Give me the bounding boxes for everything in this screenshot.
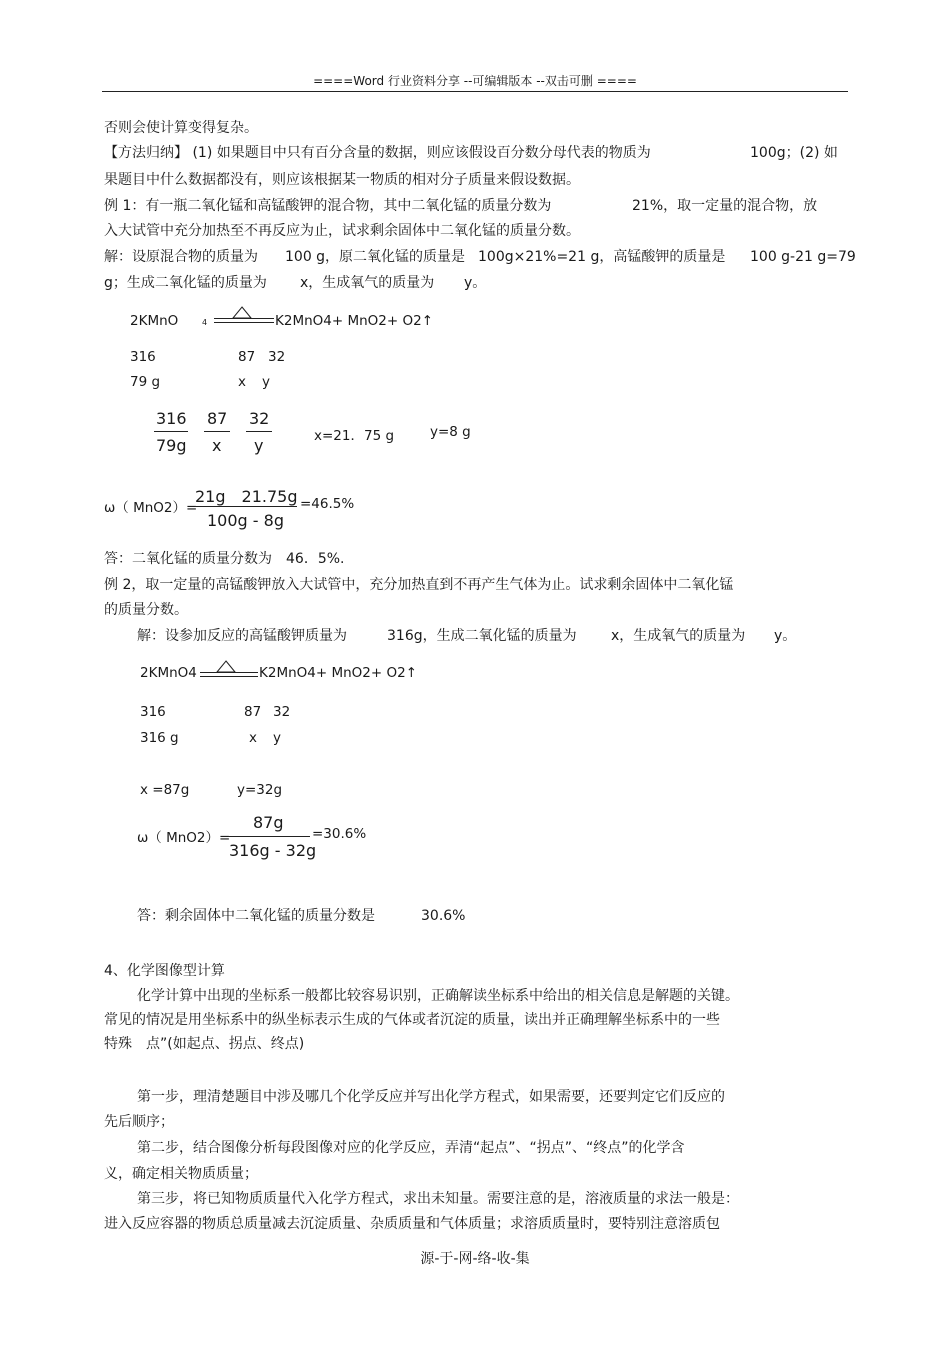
ex1-result-x: x=21．75 g (314, 428, 395, 444)
method-summary-b: 100g；(2) 如 (750, 145, 838, 161)
example1-solution-a: 解：设原混合物的质量为 (104, 249, 258, 265)
ex1-row2-c: y (262, 374, 270, 390)
ex1-omega-label: ω（ MnO2）= (104, 500, 198, 516)
ex1-row1-a: 316 (130, 349, 156, 365)
section4-para-a: 化学计算中出现的坐标系一般都比较容易识别，正确解读坐标系中给出的相关信息是解题的关键。 (137, 988, 739, 1004)
ex2-answer-b: 30.6% (421, 908, 466, 924)
ex1-omega-numerator: 21g 21.75g (195, 487, 298, 506)
example1-solution-d: 100 g-21 g=79 (750, 249, 856, 265)
ex2-row2-c: y (273, 730, 281, 746)
step3-a: 第三步，将已知物质质量代入化学方程式，求出未知量。需要注意的是，溶液质量的求法一般是： (137, 1191, 739, 1207)
ex1-omega-denominator: 100g - 8g (207, 511, 284, 530)
ex2-omega-label: ω（ MnO2）= (137, 830, 231, 846)
ex2-problem-a: 例 2，取一定量的高锰酸钾放入大试管中，充分加热直到不再产生气体为止。试求剩余固体中二氧化锰 (104, 577, 734, 593)
ex1-eq-line-bottom (214, 322, 274, 323)
ex1-heat-icon (232, 306, 252, 319)
ex2-result-x: x =87g (140, 782, 190, 798)
ex1-result-y: y=8 g (430, 424, 471, 440)
ex1-frac3-line (246, 431, 272, 432)
header-rule (102, 91, 848, 92)
example1-problem-a: 例 1：有一瓶二氧化锰和高锰酸钾的混合物，其中二氧化锰的质量分数为 (104, 198, 552, 214)
example1-solution-f: x，生成氧气的质量为 (300, 275, 435, 291)
example1-solution-e: g；生成二氧化锰的质量为 (104, 275, 267, 291)
ex2-answer-a: 答：剩余固体中二氧化锰的质量分数是 (137, 908, 375, 924)
section4-para-b: 常见的情况是用坐标系中的纵坐标表示生成的气体或者沉淀的质量，读出并正确理解坐标系中的一些 (104, 1012, 720, 1028)
example1-problem-c: 入大试管中充分加热至不再反应为止，试求剩余固体中二氧化锰的质量分数。 (104, 223, 580, 239)
ex1-frac2-num: 87 (207, 409, 228, 428)
ex1-frac1-den: 79g (156, 436, 187, 455)
step3-b: 进入反应容器的物质总质量减去沉淀质量、杂质质量和气体质量；求溶质质量时，要特别注意溶质包 (104, 1216, 720, 1232)
step1-a: 第一步，理清楚题目中涉及哪几个化学反应并写出化学方程式，如果需要，还要判定它们反应的 (137, 1089, 725, 1105)
ex2-omega-denominator: 316g - 32g (229, 841, 317, 860)
page-header: ====Word 行业资料分享 --可编辑版本 --双击可删 ==== (313, 74, 637, 88)
ex2-eq-products: K2MnO4+ MnO2+ O2↑ (259, 665, 418, 681)
ex1-frac2-line (204, 431, 230, 432)
example1-problem-b: 21%，取一定量的混合物，放 (632, 198, 818, 214)
ex2-row2-b: x (249, 730, 257, 746)
ex2-omega-line (228, 836, 310, 837)
example1-solution-g: y。 (464, 275, 487, 291)
ex2-row1-b: 87 (244, 704, 262, 720)
ex1-frac1-line (154, 431, 188, 432)
example1-solution-c: 100g×21%=21 g，高锰酸钾的质量是 (478, 249, 726, 265)
ex1-eq-products: K2MnO4+ MnO2+ O2↑ (275, 313, 434, 329)
ex1-omega-line (195, 506, 297, 507)
ex2-row1-c: 32 (273, 704, 291, 720)
ex1-row1-b: 87 (238, 349, 256, 365)
ex2-row1-a: 316 (140, 704, 166, 720)
section4-para-c: 特殊 点”(如起点、拐点、终点) (104, 1036, 305, 1052)
step1-b: 先后顺序； (104, 1114, 174, 1130)
ex1-frac2-den: x (212, 436, 222, 455)
step2-a: 第二步，结合图像分析每段图像对应的化学反应，弄清“起点”、“拐点”、“终点”的化学含 (137, 1140, 685, 1156)
page-footer: 源-于-网-络-收-集 (420, 1251, 530, 1267)
ex1-frac3-den: y (254, 436, 264, 455)
method-summary-a: 【方法归纳】 (1) 如果题目中只有百分含量的数据，则应该假设百分数分母代表的物质为 (104, 145, 651, 161)
ex2-solution-b: 316g，生成二氧化锰的质量为 (387, 628, 577, 644)
ex1-frac1-num: 316 (156, 409, 187, 428)
ex2-eq-line-bottom (200, 676, 258, 677)
ex1-answer: 答：二氧化锰的质量分数为 46．5%. (104, 551, 345, 567)
ex2-heat-icon (216, 660, 236, 673)
ex2-omega-value: =30.6% (312, 826, 367, 842)
ex2-eq-reactant: 2KMnO4 (140, 665, 197, 681)
ex2-problem-b: 的质量分数。 (104, 602, 188, 618)
ex2-result-y: y=32g (237, 782, 283, 798)
ex1-omega-value: =46.5% (300, 496, 355, 512)
ex2-omega-numerator: 87g (253, 813, 284, 832)
ex2-solution-a: 解：设参加反应的高锰酸钾质量为 (137, 628, 347, 644)
ex1-row1-c: 32 (268, 349, 286, 365)
ex2-solution-c: x，生成氧气的质量为 (611, 628, 746, 644)
step2-b: 义，确定相关物质质量； (104, 1166, 258, 1182)
paragraph-intro: 否则会使计算变得复杂。 (104, 120, 258, 136)
ex2-row2-a: 316 g (140, 730, 179, 746)
method-summary-c: 果题目中什么数据都没有，则应该根据某一物质的相对分子质量来假设数据。 (104, 172, 580, 188)
ex1-row2-a: 79 g (130, 374, 161, 390)
section4-title: 4、化学图像型计算 (104, 963, 225, 979)
ex1-eq-reactant: 2KMnO (130, 313, 179, 329)
ex1-row2-b: x (238, 374, 246, 390)
ex2-solution-d: y。 (774, 628, 797, 644)
example1-solution-b: 100 g，原二氧化锰的质量是 (285, 249, 466, 265)
ex1-eq-subscript: 4 (202, 318, 208, 327)
ex1-frac3-num: 32 (249, 409, 270, 428)
